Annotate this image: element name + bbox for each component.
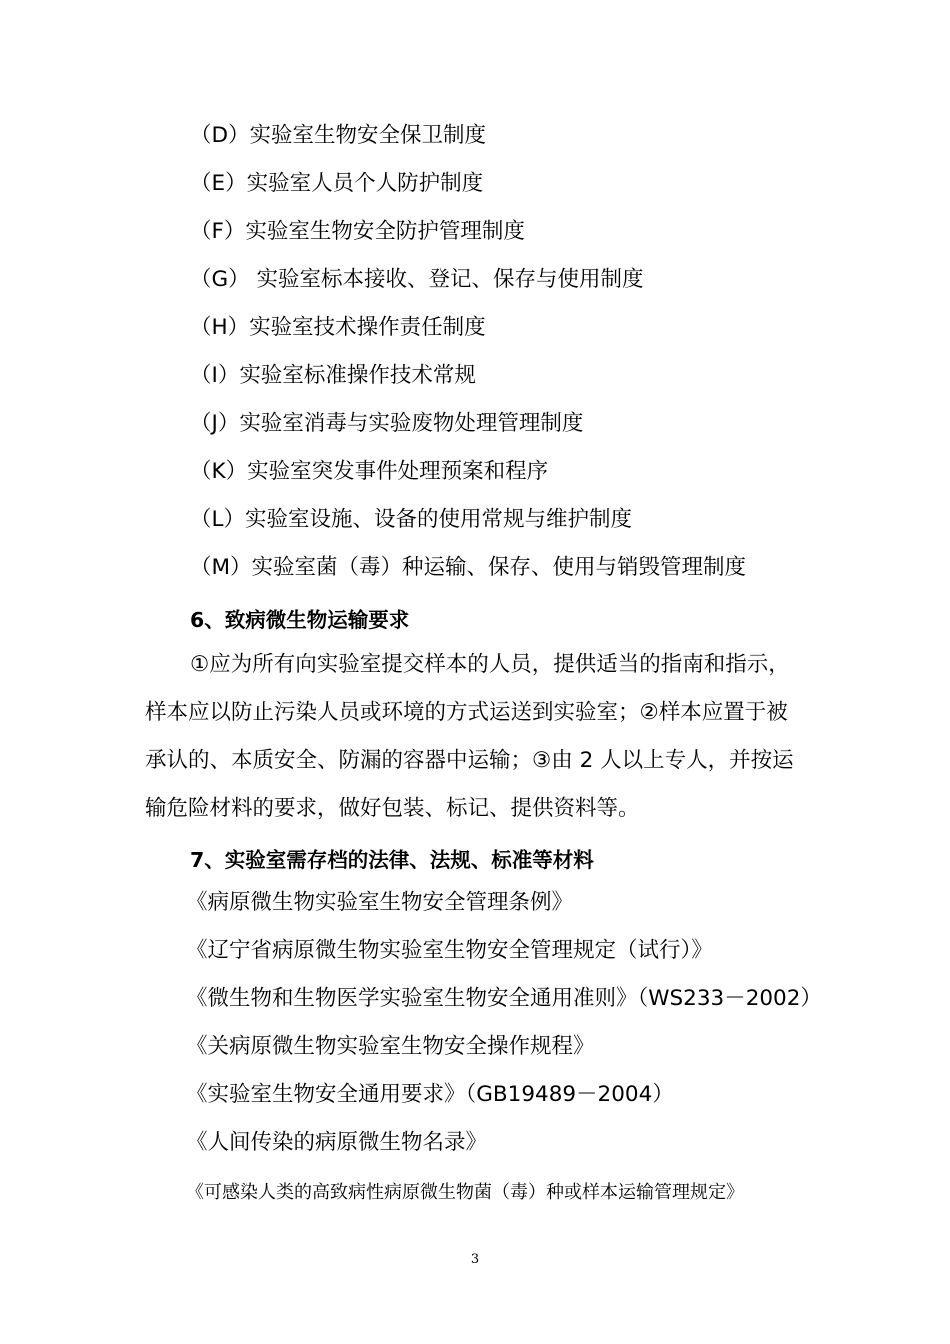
- regulation-item-l: （L）实验室设施、设备的使用常规与维护制度: [190, 507, 632, 532]
- reference-item: 《人间传染的病原微生物名录》: [186, 1130, 488, 1155]
- paragraph-line: 输危险材料的要求，做好包装、标记、提供资料等。: [145, 796, 640, 821]
- regulation-item-g: （G） 实验室标本接收、登记、保存与使用制度: [190, 267, 644, 292]
- paragraph-line: ①应为所有向实验室提交样本的人员，提供适当的指南和指示，: [190, 652, 790, 677]
- reference-item: 《实验室生物安全通用要求》（GB19489－2004）: [186, 1082, 674, 1107]
- reference-item: 《可感染人类的高致病性病原微生物菌（毒）种或样本运输管理规定》: [186, 1182, 744, 1203]
- regulation-item-h: （H）实验室技术操作责任制度: [190, 315, 486, 340]
- regulation-item-k: （K）实验室突发事件处理预案和程序: [190, 459, 549, 484]
- regulation-item-j: （J）实验室消毒与实验废物处理管理制度: [190, 411, 584, 436]
- reference-item: 《关病原微生物实验室生物安全操作规程》: [186, 1034, 595, 1059]
- paragraph-line: 样本应以防止污染人员或环境的方式运送到实验室；②样本应置于被: [145, 700, 788, 725]
- regulation-item-d: （D）实验室生物安全保卫制度: [190, 123, 487, 148]
- section-heading-transport: 6、致病微生物运输要求: [190, 608, 410, 632]
- reference-item: 《辽宁省病原微生物实验室生物安全管理规定（试行）》: [186, 938, 713, 963]
- reference-item: 《病原微生物实验室生物安全管理条例》: [186, 890, 574, 915]
- regulation-item-m: （M）实验室菌（毒）种运输、保存、使用与销毁管理制度: [190, 555, 747, 580]
- regulation-item-e: （E）实验室人员个人防护制度: [190, 171, 484, 196]
- regulation-item-i: （I）实验室标准操作技术常规: [190, 363, 476, 388]
- section-heading-archives: 7、实验室需存档的法律、法规、标准等材料: [190, 848, 594, 872]
- paragraph-line: 承认的、本质安全、防漏的容器中运输；③由 2 人以上专人，并按运: [145, 748, 794, 773]
- regulation-item-f: （F）实验室生物安全防护管理制度: [190, 219, 525, 244]
- page-number: 3: [470, 1252, 480, 1267]
- reference-item: 《微生物和生物医学实验室生物安全通用准则》（WS233－2002）: [186, 986, 822, 1011]
